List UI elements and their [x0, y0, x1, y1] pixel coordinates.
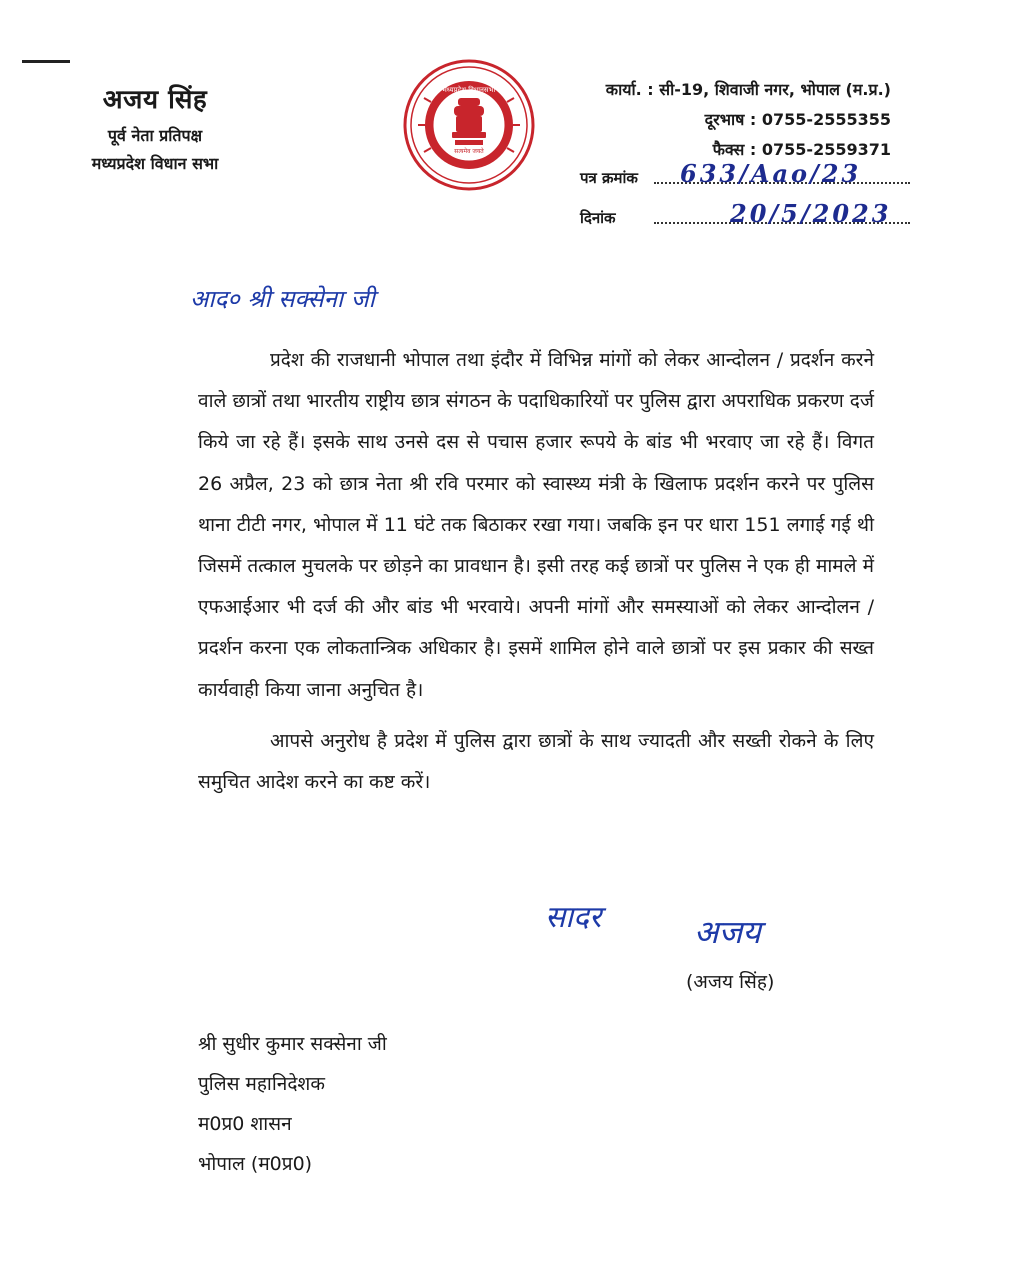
date-label: दिनांक — [580, 209, 616, 227]
recipient-line-1: श्री सुधीर कुमार सक्सेना जी — [198, 1033, 387, 1055]
contact-block — [606, 78, 891, 168]
sender-block — [60, 80, 250, 174]
reference-number-label: पत्र क्रमांक — [580, 169, 638, 187]
recipient-line-2: पुलिस महानिदेशक — [198, 1073, 325, 1095]
body-paragraph-1: प्रदेश की राजधानी भोपाल तथा इंदौर में विभिन्न मांगों को लेकर आन्दोलन / प्रदर्शन करने वाले छात्रों तथा भारतीय राष्ट्रीय छात्र संगठन के पदाधिकारियों पर पुलिस द्वारा अपराधिक प्रकरण दर्ज किये जा रहे हैं। इसके साथ उनसे दस से पचास हजार रूपये के बांड भी भरवाए जा रहे हैं। विगत 26 अप्रैल, 23 को छात्र नेता श्री रवि परमार को स्वास्थ्य मंत्री के खिलाफ प्रदर्शन करने पर पुलिस थाना टीटी नगर, भोपाल में 11 घंटे तक बिठाकर रखा गया। जबकि इन पर धारा 151 लगाई गई थी जिसमें तत्काल मुचलके पर छोड़ने का प्रावधान है। इसी तरह कई छात्रों पर पुलिस ने एक ही मामले में एफआईआर भी दर्ज की और बांड भी भरवाये। अपनी मांगों और समस्याओं को लेकर आन्दोलन / प्रदर्शन करना एक लोकतान्त्रिक अधिकार है। इसमें शामिल होने वाले छात्रों पर इस प्रकार की सख्त कार्यवाही किया जाना अनुचित है। — [198, 349, 874, 701]
assembly-seal-icon — [402, 58, 536, 192]
body-paragraph-2: आपसे अनुरोध है प्रदेश में पुलिस द्वारा छात्रों के साथ ज्यादती और सख्ती रोकने के लिए समुचित आदेश करने का कष्ट करें। — [198, 729, 874, 794]
date-line — [580, 199, 910, 228]
recipient-address — [198, 1024, 387, 1184]
handwritten-signature: अजय — [694, 913, 761, 951]
signatory-name: (अजय सिंह) — [686, 971, 775, 993]
reference-number-line — [580, 159, 910, 188]
date-value: 20/5/2023 — [730, 199, 892, 228]
fax-number: फैक्स : 0755-2559371 — [712, 140, 891, 159]
seal-title: मध्यप्रदेश विधानसभा — [442, 86, 496, 94]
reference-number-value: 633/Aao/23 — [680, 159, 862, 188]
handwritten-salutation: आद० श्री सक्सेना जी — [190, 285, 375, 313]
recipient-line-3: म0प्र0 शासन — [198, 1113, 292, 1135]
letter-body — [198, 340, 874, 803]
sender-assembly: मध्यप्रदेश विधान सभा — [91, 154, 219, 173]
handwritten-regards: सादर — [545, 900, 602, 935]
office-address: कार्या. : सी-19, शिवाजी नगर, भोपाल (म.प्र.) — [605, 80, 891, 99]
top-rule — [22, 60, 70, 63]
phone-number: दूरभाष : 0755-2555355 — [704, 110, 891, 129]
recipient-line-4: भोपाल (म0प्र0) — [198, 1153, 313, 1175]
sender-designation: पूर्व नेता प्रतिपक्ष — [107, 126, 203, 145]
sender-name: अजय सिंह — [102, 85, 208, 115]
seal-motto: सत्यमेव जयते — [454, 148, 484, 155]
